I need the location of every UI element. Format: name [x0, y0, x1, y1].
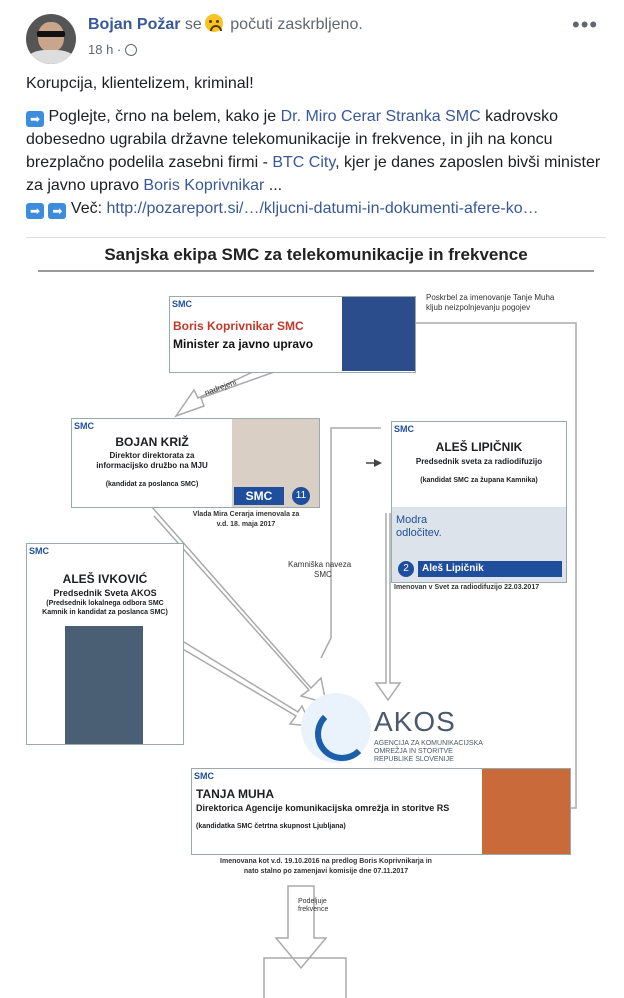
post-time[interactable]: 18 h [88, 42, 114, 57]
lipicnik-note: Imenovan v Svet za radiodifuzijo 22.03.2017 [394, 584, 540, 591]
lipicnik-slogan1: Modra [396, 514, 428, 526]
text-segment: Poglejte, črno na belem, kako je [44, 108, 281, 125]
text-segment: kadrovsko dobesedno ugrabila državne telekomunikacije in frekvence, in jih na koncu brezplačno podelila zasebni firmi - [26, 108, 558, 171]
label-kamniska1: Kamniška naveza [288, 560, 352, 569]
figure-title: Sanjska ekipa SMC za telekomunikacije in frekvence [38, 240, 594, 272]
worried-emoji-icon [205, 14, 223, 32]
kriz-role2: informacijsko družbo na MJU [96, 461, 208, 470]
avatar-shirt [28, 50, 74, 64]
right-arrow-icon: ➡ [26, 203, 44, 219]
kriz-name: BOJAN KRIŽ [115, 435, 189, 449]
smc-logo: SMC [172, 299, 192, 309]
lipicnik-role: Predsednik sveta za radiodifuzijo [415, 457, 543, 466]
ivkovic-role: Predsednik Sveta AKOS [53, 588, 157, 598]
label-kamniska2: SMC [314, 570, 332, 579]
post-text-line1: Korupcija, klientelizem, kriminal! [26, 75, 254, 92]
box-lipicnik [391, 421, 567, 583]
kriz-role1: Direktor direktorata za [109, 451, 195, 460]
feeling-prefix: se [184, 16, 202, 33]
lipicnik-banner: Aleš Lipičnik [418, 561, 562, 577]
feeling-text: počuti zaskrbljeno. [230, 16, 363, 33]
smc-logo: SMC [29, 546, 49, 556]
muha-note2: nato stalno po zamenjavi komisije dne 07.11.2017 [243, 868, 409, 875]
ivkovic-photo [65, 626, 143, 744]
post-meta: 18 h · [88, 42, 137, 57]
koprivnikar-role: Minister za javno upravo [173, 337, 314, 351]
more-options-icon[interactable]: ••• [572, 12, 599, 37]
smc-logo: SMC [194, 771, 214, 781]
ivkovic-name: ALEŠ IVKOVIĆ [62, 572, 148, 586]
kriz-note2: v.d. 18. maja 2017 [216, 521, 276, 528]
article-link[interactable]: http://pozareport.si/…/kljucni-datumi-in-dokumenti-afere-ko… [106, 200, 539, 217]
right-arrow-icon: ➡ [26, 111, 44, 127]
mention-btc[interactable]: BTC City [272, 154, 336, 171]
koprivnikar-name: Boris Koprivnikar SMC [173, 319, 304, 333]
text-segment: , kjer je danes zaposlen bivši minister za javno upravo [26, 154, 601, 194]
ivkovic-cand2: Kamnik in kandidat za poslanca SMC) [42, 609, 168, 616]
akos-name: AKOS [374, 706, 456, 737]
lipicnik-name: ALEŠ LIPIČNIK [435, 440, 523, 454]
post-image[interactable] [26, 237, 606, 998]
author-name[interactable]: Bojan Požar [88, 16, 181, 33]
mention-koprivnikar[interactable]: Boris Koprivnikar [143, 177, 265, 194]
lipicnik-cand: (kandidat SMC za župana Kamnika) [420, 477, 538, 484]
lipicnik-number: 2 [398, 561, 414, 577]
akos-subtitle: AGENCIJA ZA KOMUNIKACIJSKA OMREŽJA IN STORITVE REPUBLIKE SLOVENIJE [374, 740, 483, 763]
text-segment: ... [264, 177, 283, 194]
kriz-badge: SMC [234, 487, 284, 505]
akos-logo-icon [301, 693, 371, 763]
lipicnik-slogan2: odločitev. [396, 527, 442, 539]
kriz-number: 11 [292, 487, 310, 505]
koprivnikar-photo [342, 297, 415, 371]
label-podelitev: Podeljuje frekvence [298, 898, 329, 913]
koprivnikar-note: Poskrbel za imenovanje Tanje Muha kljub neizpolnjevanju pogojev [426, 293, 555, 312]
label-nadrejeni: nadrejeni [203, 377, 238, 398]
mention-smc[interactable]: Dr. Miro Cerar Stranka SMC [280, 108, 481, 125]
avatar-face [38, 22, 64, 52]
muha-photo [482, 769, 570, 854]
smc-logo: SMC [394, 424, 414, 434]
author-avatar[interactable] [26, 14, 76, 64]
box-muha [191, 768, 571, 855]
muha-cand: (kandidatka SMC četrtna skupnost Ljubljana) [196, 823, 346, 830]
right-arrow-icon: ➡ [48, 203, 66, 219]
box-kriz [71, 418, 320, 508]
kriz-note1: Vlada Mira Cerarja imenovala za [192, 511, 300, 518]
post-text-body [26, 105, 604, 220]
smc-logo: SMC [74, 421, 94, 431]
ivkovic-cand1: (Predsednik lokalnega odbora SMC [46, 600, 164, 607]
muha-name: TANJA MUHA [196, 787, 274, 801]
muha-role: Direktorica Agencije komunikacijska omrežja in storitve RS [196, 803, 450, 813]
post-header [88, 14, 363, 34]
muha-note1: Imenovana kot v.d. 19.10.2016 na predlog Boris Koprivnikarja in [220, 858, 432, 865]
kriz-cand: (kandidat za poslanca SMC) [105, 481, 199, 488]
globe-icon[interactable] [125, 44, 137, 56]
box-koprivnikar [169, 296, 416, 373]
vec-label: Več: [66, 200, 107, 217]
avatar-glasses [37, 31, 65, 37]
box-ivkovic [26, 543, 184, 745]
